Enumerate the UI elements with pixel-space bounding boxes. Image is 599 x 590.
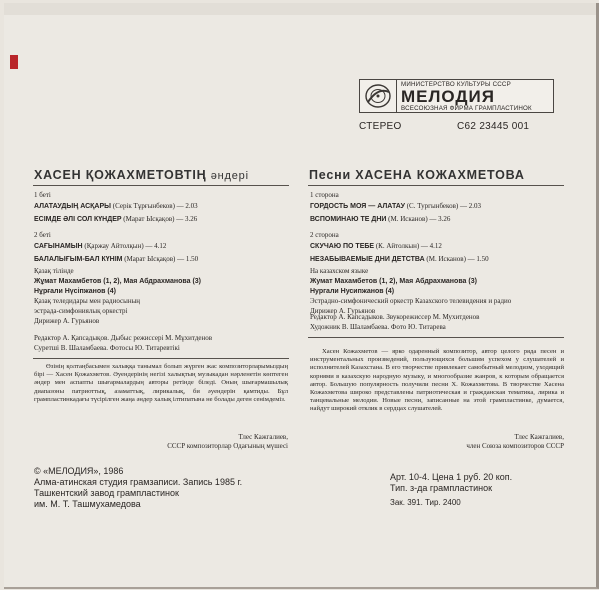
ru-signature	[310, 433, 564, 451]
ru-track-4-meta: (М. Исканов) — 1.50	[426, 255, 489, 263]
ru-singers-1: Жумат Махамбетов (1, 2), Мая Абдрахманова (3)	[310, 278, 477, 285]
kz-track-4-meta: (Марат Ысқақов) — 1.50	[124, 255, 199, 263]
ru-side1: 1 сторона	[310, 191, 339, 199]
ru-track-4-title: НЕЗАБЫВАЕМЫЕ ДНИ ДЕТСТВА	[310, 256, 425, 263]
ru-title: Песни ХАСЕНА КОЖАХМЕТОВА	[309, 168, 525, 182]
kz-side1: 1 беті	[34, 191, 51, 199]
kz-track-2-meta: (Марат Ысқақов) — 3.26	[123, 215, 198, 223]
footer-print: Тип. з-да грампластинок	[390, 483, 493, 493]
kz-conductor: Дирижер А. Гурьянов	[34, 317, 100, 325]
ru-language: На казахском языке	[310, 267, 369, 275]
kz-title	[34, 168, 249, 182]
footer-factory-name: им. М. Т. Ташмухамедова	[34, 499, 141, 509]
kz-side2: 2 беті	[34, 231, 51, 239]
kz-title-name: ХАСЕН ҚОЖАХМЕТОВТІҢ	[34, 168, 207, 182]
stereo-label: СТЕРЕО	[359, 121, 402, 132]
kz-track-1-title: АЛАТАУДЫҢ АСҚАРЫ	[34, 203, 112, 210]
logo-ministry-text: МИНИСТЕРСТВО КУЛЬТУРЫ СССР	[401, 80, 511, 88]
ru-track-3-meta: (К. Айтолкын) — 4.12	[375, 242, 442, 250]
footer-copyright: © «МЕЛОДИЯ», 1986	[34, 466, 124, 476]
kz-track-4-title: БАЛАЛЫҒЫМ-БАЛ КҮНІМ	[34, 256, 123, 263]
kz-language: Қазақ тілінде	[34, 267, 74, 275]
kz-singers-2: Нұрғали Нүсіпжанов (4)	[34, 288, 116, 295]
ru-orchestra: Эстрадно-симфонический оркестр Казахского телевидения и радио	[310, 297, 512, 305]
ru-credits-rule	[308, 337, 564, 338]
footer-price: Арт. 10-4. Цена 1 руб. 20 коп.	[390, 472, 513, 482]
ru-credits-2: Художник В. Шаламбаева. Фото Ю. Титарева	[310, 323, 446, 331]
kz-title-rule	[33, 185, 289, 186]
ru-track-3-title: СКУЧАЮ ПО ТЕБЕ	[310, 243, 375, 250]
top-edge	[4, 3, 596, 15]
kz-singers-1: Жұмат Махамбетов (1, 2), Мая Абдрахманова (3)	[34, 278, 202, 285]
ru-title-rule	[308, 185, 564, 186]
ru-track-1-meta: (С. Тургынбеков) — 2.03	[406, 202, 481, 210]
ru-track-1	[310, 202, 481, 211]
kz-track-2-title: ЕСІМДЕ ӘЛІ СОЛ КҮНДЕР	[34, 216, 122, 223]
ru-track-1-title: ГОРДОСТЬ МОЯ — АЛАТАУ	[310, 203, 405, 210]
kz-signature	[34, 433, 288, 451]
footer-factory: Ташкентский завод грампластинок	[34, 488, 179, 498]
footer-studio: Алма-атинская студия грамзаписи. Запись 1985 г.	[34, 477, 243, 487]
kz-track-4	[34, 255, 198, 264]
ru-credits-1: Редактор А. Капсадыков. Звукорежиссер М. Мухитденов	[310, 313, 480, 321]
kz-orchestra-1: Қазақ теледидары мен радиосының	[34, 297, 141, 305]
ru-track-2-title: ВСПОМИНАЮ ТЕ ДНИ	[310, 216, 387, 223]
ru-conductor: Дирижер А. Гурьянов	[310, 307, 376, 315]
ru-track-2	[310, 215, 450, 224]
ru-track-3	[310, 242, 442, 251]
melodiya-logo	[359, 79, 554, 113]
kz-sign-name: Тлес Кажгалиев,	[238, 433, 288, 441]
kz-orchestra-2: эстрада-симфониялық оркестрі	[34, 307, 128, 315]
ru-sign-title: член Союза композиторов СССР	[466, 442, 564, 450]
kz-track-3	[34, 242, 166, 251]
kz-credits-2: Суретші В. Шаламбаева. Фотосы Ю. Титаревтікі	[34, 344, 180, 352]
ru-side2: 2 сторона	[310, 231, 339, 239]
kz-track-3-meta: (Қаржау Айтолқын) — 4.12	[84, 242, 167, 250]
footer-order: Зак. 391. Тир. 2400	[390, 498, 461, 507]
kz-track-1-meta: (Серік Тұрғынбеков) — 2.03	[112, 202, 198, 210]
ru-notes: Хасен Кожахметов — ярко одаренный композитор, автор целого ряда песен и инструментальных произведений, пользующихся большим успехом у слушателей и исполнителей Казахстана. В его творчестве привлекает самобытный мелодизм, уходящий корнями в казахскую народную музыку, и многообразие жанров, к которым обращается автор. Большую популярность получили песни Х. Кожахметова. В творчестве Хасена Кожахметова широко представлены патриотическая и гражданская тематика, лирика и танцевальные мелодии. Новые песни, записанные на этой грампластинке, думается, найдут широкий отклик в сердцах слушателей.	[310, 348, 564, 413]
red-sticker-mark	[10, 55, 18, 69]
ru-track-2-meta: (М. Исканов) — 3.26	[388, 215, 451, 223]
kz-credits-1: Редактор А. Қапсадықов. Дыбыс режиссері М. Мұхитденов	[34, 334, 213, 342]
ru-track-4	[310, 255, 489, 264]
kz-credits-rule	[33, 358, 289, 359]
logo-firm-text: ВСЕСОЮЗНАЯ ФИРМА ГРАМПЛАСТИНОК	[401, 104, 532, 112]
footer-left	[34, 466, 242, 510]
ru-sign-name: Тлес Кажгалиев,	[514, 433, 564, 441]
kz-sign-title: СССР композиторлар Одағының мүшесі	[167, 442, 288, 450]
kz-track-1	[34, 202, 198, 211]
kz-title-suffix: әндері	[210, 170, 249, 182]
kz-track-2	[34, 215, 197, 224]
footer-right	[390, 472, 512, 508]
kz-notes: Өзінің қолтаңбасымен халыққа танымал болып жүрген жас композиторларымыздың бірі — Хасен Қожахметов. Әуендерінің негізі халықтың музыкадан нәрленетін көптеген әндер мен аспапты шығармалардың авторы ретінде біледі. Оның шығармашылық диапазоны патриоттық, азаматтық, лирикалық, би әуендерін қамтиды. Бұл грампластинкадағы түсірілген жаңа әндер халық ілтипатына не болады деген сенімдеміз.	[34, 363, 288, 403]
record-disc-icon	[360, 80, 397, 112]
kz-track-3-title: САҒЫНАМЫН	[34, 243, 83, 250]
logo-brand-text: МЕЛОДИЯ	[401, 86, 495, 106]
catalog-number: С62 23445 001	[457, 121, 530, 132]
ru-singers-2: Нургали Нусипжанов (4)	[310, 288, 395, 295]
